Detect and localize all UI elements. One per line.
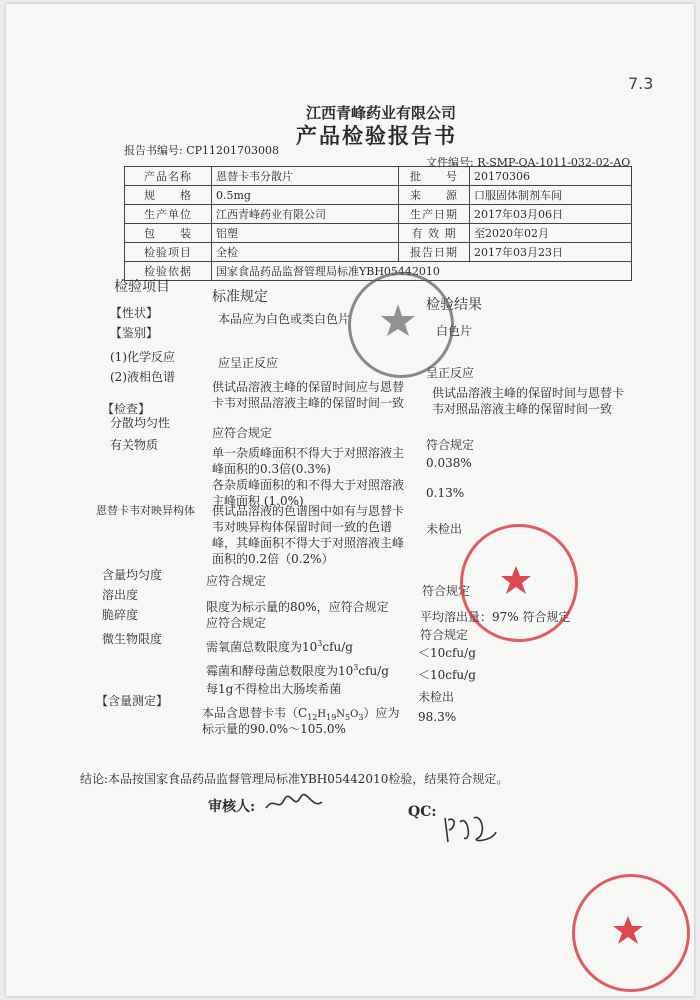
conclusion: 结论:本品按国家食品药品监督管理局标准YBH05442010检验，结果符合规定。 bbox=[80, 772, 509, 786]
chem-res: 呈正反应 bbox=[426, 366, 475, 380]
isomer-label: 恩替卡韦对映异构体 bbox=[96, 504, 195, 517]
header-result: 检验结果 bbox=[426, 297, 482, 313]
rel-res1: 0.038% bbox=[426, 456, 472, 470]
bottom-stamp-star-icon bbox=[572, 874, 684, 986]
micro-std1-text: 需氧菌总数限度为10 bbox=[206, 640, 318, 654]
disp-res: 符合规定 bbox=[426, 438, 475, 452]
chem-std: 应呈正反应 bbox=[218, 356, 279, 370]
disp-label: 分散均匀性 bbox=[110, 416, 171, 430]
micro-res2: ＜10cfu/g bbox=[418, 668, 476, 682]
micro-std1-exp: 3 bbox=[317, 639, 323, 648]
info-table bbox=[124, 166, 632, 281]
dissolution-label: 溶出度 bbox=[102, 588, 139, 602]
formula-subscript: 3 bbox=[358, 713, 364, 722]
maker: 江西青峰药业有限公司 bbox=[212, 205, 399, 224]
batch: 20170306 bbox=[470, 167, 632, 186]
qa-stamp bbox=[348, 272, 454, 378]
disp-std: 应符合规定 bbox=[212, 426, 273, 440]
reviewer-signature-scribble bbox=[264, 792, 324, 814]
prod-date: 2017年03月06日 bbox=[470, 205, 632, 224]
file-no-label: 文件编号: bbox=[426, 156, 474, 169]
iso-std2: 韦对映异构体保留时间一致的色谱 bbox=[212, 520, 393, 534]
formula-subscript: 5 bbox=[345, 713, 351, 722]
formula-subscript: 19 bbox=[326, 713, 337, 722]
micro-std3: 每1g不得检出大肠埃希菌 bbox=[206, 682, 342, 696]
report-no-value: CP11201703008 bbox=[186, 144, 280, 157]
source: 口服固体制剂车间 bbox=[470, 186, 632, 205]
formula-element: N bbox=[336, 709, 346, 720]
basis-label: 检验依据 bbox=[125, 262, 212, 281]
micro-std2-exp: 3 bbox=[353, 663, 359, 672]
xingzhuang-res: 白色片 bbox=[436, 324, 473, 338]
product-name-label: 产品名称 bbox=[125, 167, 212, 186]
spec-label: 规 格 bbox=[125, 186, 212, 205]
pack-label: 包 装 bbox=[125, 224, 212, 243]
lc-std1: 供试品溶液主峰的保留时间应与恩替 bbox=[212, 380, 405, 394]
section-xingzhuang: 【性状】 bbox=[110, 306, 159, 320]
reviewer-signature bbox=[264, 792, 324, 819]
assay-std1-text: 本品含恩替卡韦（C bbox=[202, 706, 308, 720]
micro-res3: 未检出 bbox=[418, 690, 455, 704]
source-label: 来 源 bbox=[399, 186, 470, 205]
lc-res2: 韦对照品溶液主峰的保留时间一致 bbox=[432, 402, 613, 416]
red-stamp bbox=[460, 524, 578, 642]
micro-std2 bbox=[206, 662, 389, 679]
product-name: 恩替卡韦分散片 bbox=[212, 167, 399, 186]
report-date: 2017年03月23日 bbox=[470, 243, 632, 262]
diss-std: 限度为标示量的80%，应符合规定 bbox=[206, 600, 389, 614]
micro-res1: ＜10cfu/g bbox=[418, 646, 476, 660]
rel-res2: 0.13% bbox=[426, 486, 465, 500]
lc-res1: 供试品溶液主峰的保留时间与恩替卡 bbox=[432, 386, 625, 400]
corner-note: 7.3 bbox=[628, 74, 654, 93]
formula-element: O bbox=[350, 709, 359, 720]
micro-std2-text: 霉菌和酵母菌总数限度为10 bbox=[206, 664, 354, 678]
batch-label: 批 号 bbox=[399, 167, 470, 186]
fri-std: 应符合规定 bbox=[206, 616, 267, 630]
diss-res: 平均溶出量：97% 符合规定 bbox=[420, 610, 571, 624]
lc-label: (2)液相色谱 bbox=[110, 370, 175, 384]
qc-signature bbox=[442, 812, 498, 850]
prod-date-label: 生产日期 bbox=[399, 205, 470, 224]
rel-std3: 各杂质峰面积的和不得大于对照溶液 bbox=[212, 478, 405, 492]
rel-std1: 单一杂质峰面积不得大于对照溶液主 bbox=[212, 446, 405, 460]
qc-signature-scribble bbox=[442, 812, 498, 846]
header-standard: 标准规定 bbox=[212, 289, 268, 305]
formula-subscript: 12 bbox=[307, 713, 318, 722]
report-paper bbox=[6, 4, 694, 996]
iso-std1: 供试品溶液的色谱图中如有与恩替卡 bbox=[212, 504, 405, 518]
bottom-red-stamp bbox=[572, 874, 690, 992]
item: 全检 bbox=[212, 243, 399, 262]
reviewer-label: 审核人: bbox=[208, 799, 256, 815]
micro-std1-unit: cfu/g bbox=[322, 640, 353, 654]
section-jiancha: 【检查】 bbox=[102, 402, 151, 416]
assay-formula bbox=[307, 709, 363, 720]
section-jianbie: 【鉴别】 bbox=[110, 326, 159, 340]
uniform-std: 应符合规定 bbox=[206, 574, 267, 588]
report-no-label: 报告书编号: bbox=[124, 144, 183, 157]
fri-res: 符合规定 bbox=[420, 628, 469, 642]
uniform-label: 含量均匀度 bbox=[102, 568, 163, 582]
report-title: 产品检验报告书 bbox=[296, 123, 457, 148]
spec: 0.5mg bbox=[212, 186, 399, 205]
rel-std2: 峰面积的0.3倍(0.3%) bbox=[212, 462, 331, 476]
iso-res: 未检出 bbox=[426, 522, 463, 536]
micro-label: 微生物限度 bbox=[102, 632, 163, 646]
assay-std1-end: ）应为 bbox=[363, 706, 400, 720]
iso-std3: 峰，其峰面积不得大于对照溶液主峰 bbox=[212, 536, 405, 550]
report-no bbox=[124, 142, 279, 158]
company-name: 江西青峰药业有限公司 bbox=[306, 104, 457, 122]
basis: 国家食品药品监督管理局标准YBH05442010 bbox=[212, 262, 632, 281]
report-date-label: 报告日期 bbox=[399, 243, 470, 262]
qa-stamp-star-icon bbox=[348, 272, 448, 372]
assay-res: 98.3% bbox=[418, 710, 457, 724]
header-item: 检验项目 bbox=[114, 279, 170, 295]
chem-label: (1)化学反应 bbox=[110, 350, 175, 364]
friability-label: 脆碎度 bbox=[102, 608, 139, 622]
file-no-value: R-SMP-QA-1011-032-02-AO bbox=[477, 156, 631, 169]
formula-element: H bbox=[317, 709, 327, 720]
rel-std4: 主峰面积 (1.0%) bbox=[212, 494, 304, 508]
uniform-res: 符合规定 bbox=[422, 584, 471, 598]
expiry: 至2020年02月 bbox=[470, 224, 632, 243]
micro-std2-unit: cfu/g bbox=[358, 664, 389, 678]
lc-std2: 卡韦对照品溶液主峰的保留时间一致 bbox=[212, 396, 405, 410]
qc-label: QC: bbox=[408, 804, 437, 820]
section-assay: 【含量测定】 bbox=[96, 694, 169, 708]
iso-std4: 面积的0.2倍（0.2%） bbox=[212, 552, 334, 566]
red-stamp-star-icon bbox=[460, 524, 572, 636]
related-label: 有关物质 bbox=[110, 438, 159, 452]
pack: 铝塑 bbox=[212, 224, 399, 243]
expiry-label: 有 效 期 bbox=[399, 224, 470, 243]
micro-std1 bbox=[206, 638, 353, 655]
item-label: 检验项目 bbox=[125, 243, 212, 262]
xingzhuang-std: 本品应为白色或类白色片 bbox=[218, 312, 351, 326]
assay-std2: 标示量的90.0%～105.0% bbox=[202, 722, 346, 736]
maker-label: 生产单位 bbox=[125, 205, 212, 224]
